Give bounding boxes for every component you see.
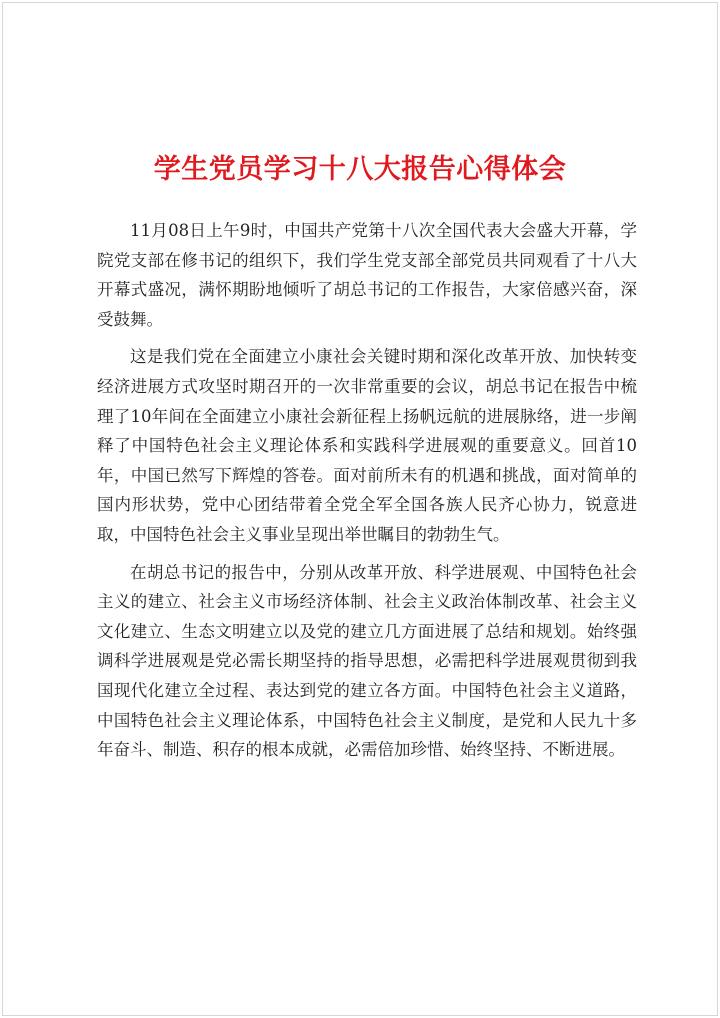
paragraph-3: 在胡总书记的报告中，分别从改革开放、科学进展观、中国特色社会主义的建立、社会主义市场经济体制、社会主义政治体制改革、社会主义文化建立、生态文明建立以及党的建立几方面进展了总结和规划。始终强调科学进展观是党必需长期坚持的指导思想，必需把科学进展观贯彻到我国现代化建立全过程、表达到党的建立各方面。中国特色社会主义道路，中国特色社会主义理论体系，中国特色社会主义制度，是党和人民九十多年奋斗、制造、积存的根本成就，必需倍加珍惜、始终坚持、不断进展。 bbox=[97, 562, 637, 760]
paragraph-2: 这是我们党在全面建立小康社会关键时期和深化改革开放、加快转变经济进展方式攻坚时期召开的一次非常重要的会议，胡总书记在报告中梳理了10年间在全面建立小康社会新征程上扬帆远航的进展脉络，进一步阐释了中国特色社会主义理论体系和实践科学进展观的重要意义。回首10年，中国已然写下辉煌的答卷。面对前所未有的机遇和挑战，面对简单的国内形状势，党中心团结带着全党全军全国各族人民齐心协力，锐意进取，中国特色社会主义事业呈现出举世瞩目的勃勃生气。 bbox=[97, 347, 637, 544]
document-title: 学生党员学习十八大报告心得体会 bbox=[153, 154, 567, 185]
paragraph-1: 11月08日上午9时，中国共产党第十八次全国代表大会盛大开幕，学院党支部在修书记的组织下，我们学生党支部全部党员共同观看了十八大开幕式盛况，满怀期盼地倾听了胡总书记的工作报告，大家倍感兴奋，深受鼓舞。 bbox=[97, 221, 637, 329]
document-body bbox=[97, 216, 637, 773]
